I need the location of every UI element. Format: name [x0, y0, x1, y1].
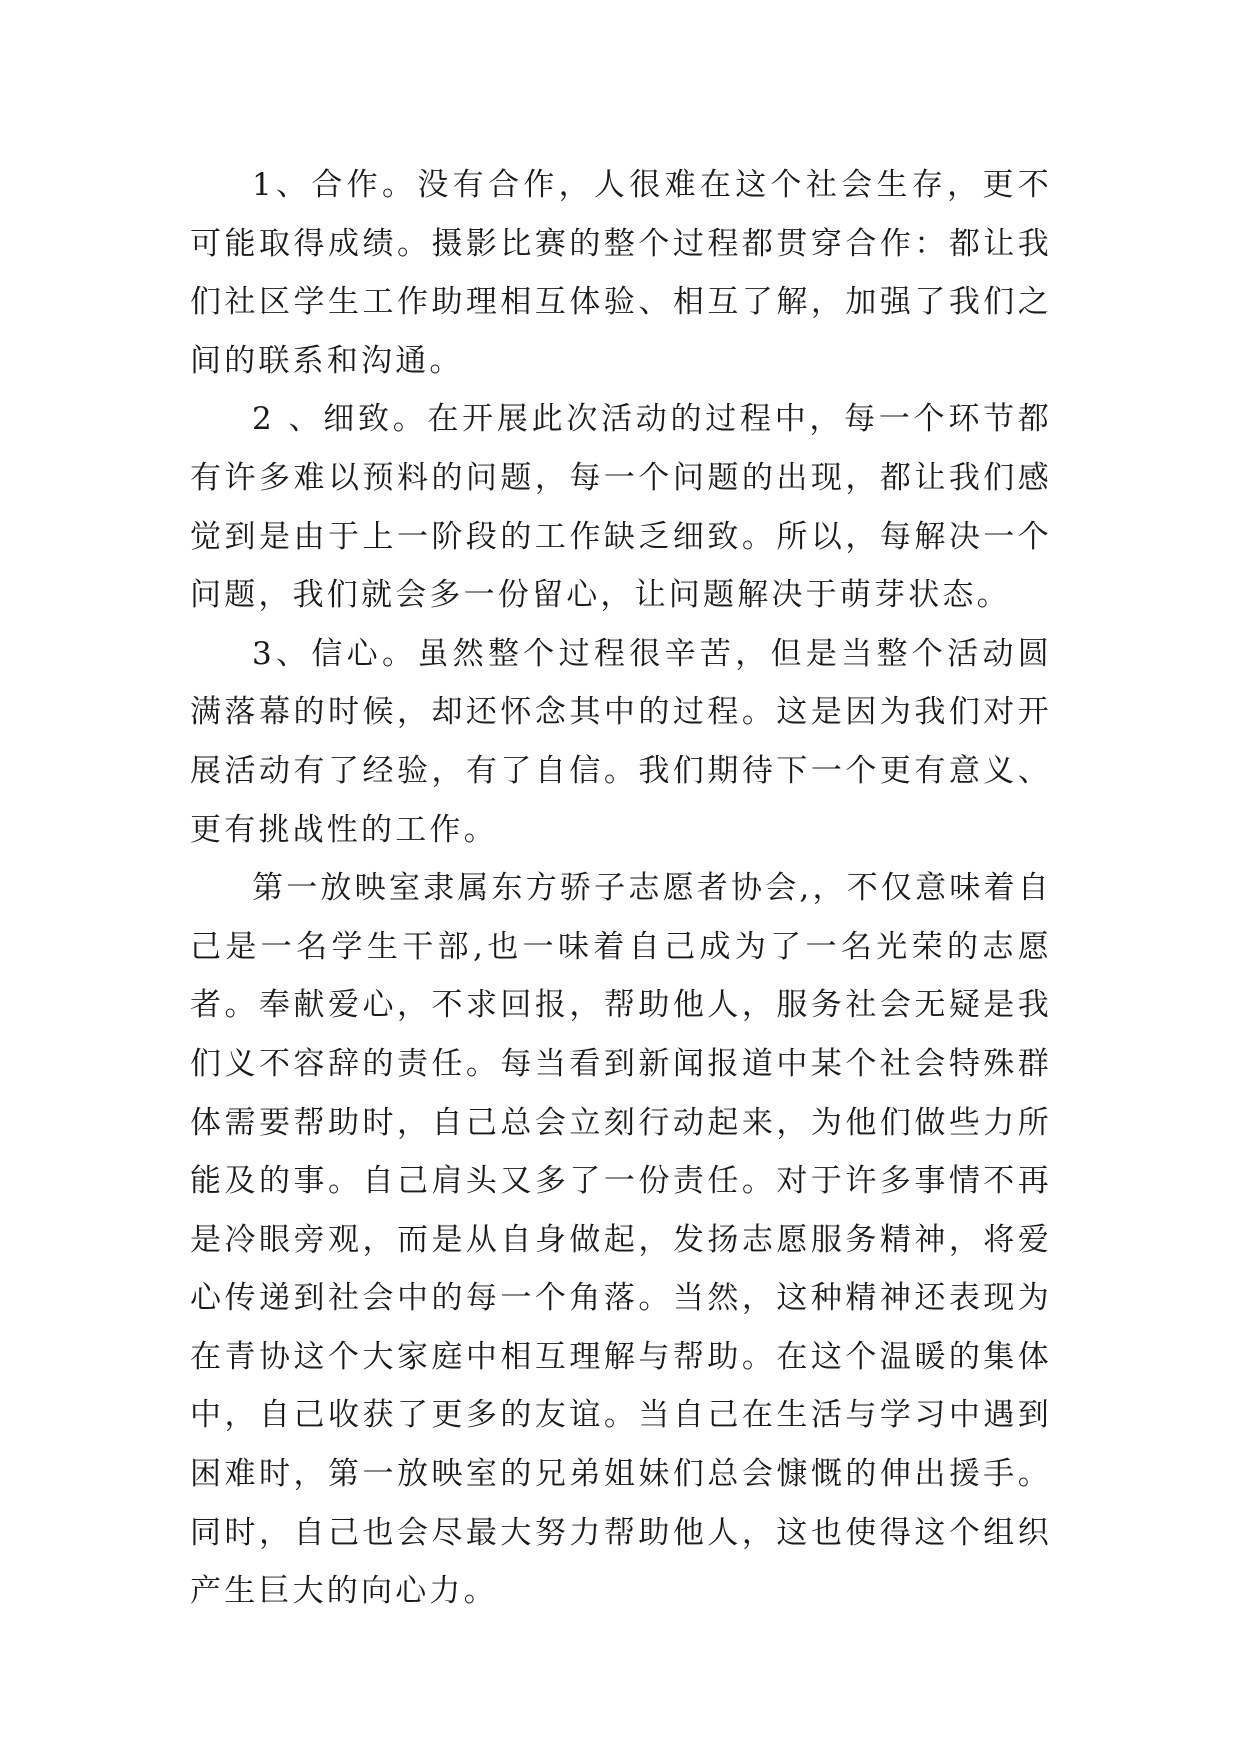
paragraph-cooperation: 1、合作。没有合作，人很难在这个社会生存，更不可能取得成绩。摄影比赛的整个过程都贯穿合作：都让我们社区学生工作助理相互体验、相互了解，加强了我们之间的联系和沟通。: [190, 167, 1052, 379]
paragraph-confidence: 3、信心。虽然整个过程很辛苦，但是当整个活动圆满落幕的时候，却还怀念其中的过程。这是因为我们对开展活动有了经验，有了自信。我们期待下一个更有意义、更有挑战性的工作。: [190, 635, 1052, 848]
paragraph-volunteer: 第一放映室隶属东方骄子志愿者协会,，不仅意味着自己是一名学生干部,也一味着自己成为了一名光荣的志愿者。奉献爱心，不求回报，帮助他人，服务社会无疑是我们义不容辞的责任。每当看到新闻报道中某个社会特殊群体需要帮助时，自己总会立刻行动起来，为他们做些力所能及的事。自己肩头又多了一份责任。对于许多事情不再是冷眼旁观，而是从自身做起，发扬志愿服务精神，将爱心传递到社会中的每一个角落。当然，这种精神还表现为在青协这个大家庭中相互理解与帮助。在这个温暖的集体中，自己收获了更多的友谊。当自己在生活与学习中遇到困难时，第一放映室的兄弟姐妹们总会慷慨的伸出援手。同时，自己也会尽最大努力帮助他人，这也使得这个组织产生巨大的向心力。: [190, 870, 1052, 1610]
paragraph-meticulous: 2 、细致。在开展此次活动的过程中，每一个环节都有许多难以预料的问题，每一个问题的出现，都让我们感觉到是由于上一阶段的工作缺乏细致。所以，每解决一个问题，我们就会多一份留心，让问题解决于萌芽状态。: [190, 401, 1052, 614]
document-body: [190, 156, 1052, 1621]
